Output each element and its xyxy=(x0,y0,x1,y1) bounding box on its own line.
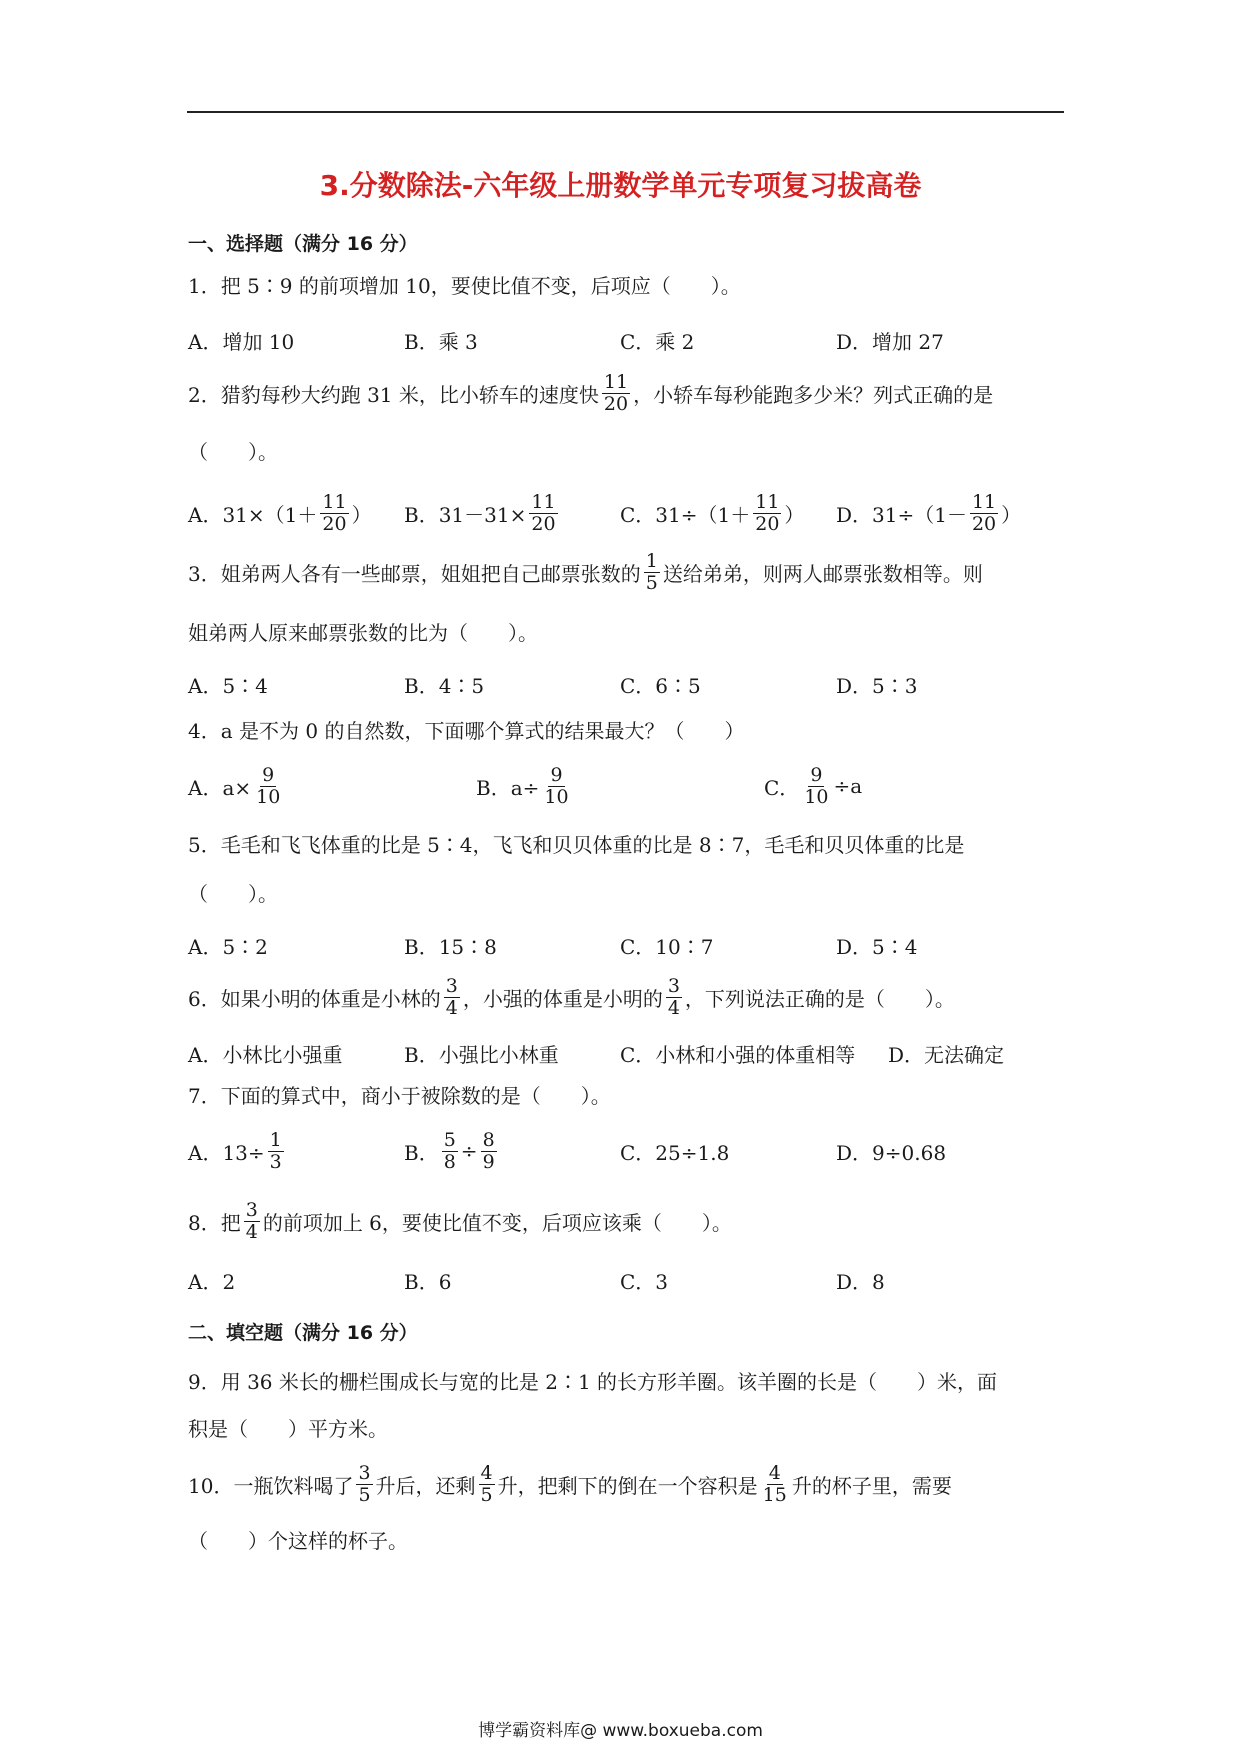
fraction: $\frac{5}{8}$ xyxy=(443,1128,456,1173)
option-a: A．5∶4 xyxy=(188,673,268,698)
fraction: $\frac{3}{4}$ xyxy=(667,974,680,1019)
question-4: 4．a 是不为 0 的自然数，下面哪个算式的结果最大？（ ） xyxy=(188,719,745,743)
option-b: B．乘 3 xyxy=(404,329,478,354)
fraction: $\frac{11}{20}$ xyxy=(322,490,347,535)
fraction: $\frac{3}{4}$ xyxy=(445,974,458,1019)
question-7: 7．下面的算式中，商小于被除数的是（ ）。 xyxy=(188,1084,611,1108)
fraction: $\frac{1}{3}$ xyxy=(269,1128,282,1173)
question-6: 6．如果小明的体重是小林的 $\frac{3}{4}$ ，小强的体重是小明的 $\frac{3}{4}$ ，下列说法正确的是（ ）。 xyxy=(188,974,955,1019)
fraction: $\frac{11}{20}$ xyxy=(531,490,556,535)
option-b: B．4∶5 xyxy=(404,673,485,698)
fraction: $\frac{11}{20}$ xyxy=(971,490,997,535)
question-7-options xyxy=(188,1125,1068,1177)
option-d: D．增加 27 xyxy=(836,329,944,354)
option-a: A．5∶2 xyxy=(188,934,268,959)
question-10: 10．一瓶饮料喝了 $\frac{3}{5}$ 升后，还剩 $\frac{4}{5}$ 升，把剩下的倒在一个容积是 $\frac{4}{15}$ 升的杯子里，需要 xyxy=(188,1461,952,1506)
option-a: A．13÷ $\frac{1}{3}$ xyxy=(188,1128,282,1173)
question-1-options xyxy=(188,318,1068,362)
section-heading-choice: 一、选择题（满分 16 分） xyxy=(188,233,418,255)
option-c: C．乘 2 xyxy=(620,329,695,354)
option-d: D．9÷0.68 xyxy=(836,1140,947,1165)
option-c: C．3 xyxy=(620,1269,669,1294)
option-d: D．5∶3 xyxy=(836,673,918,698)
footer-watermark: 博学霸资料库@ www.boxueba.com xyxy=(478,1721,763,1741)
fraction: $\frac{1}{5}$ xyxy=(645,549,658,594)
fraction: $\frac{9}{10}$ xyxy=(544,763,569,808)
fraction: $\frac{4}{15}$ xyxy=(762,1461,787,1506)
question-9-line2: 积是（ ）平方米。 xyxy=(188,1417,388,1441)
fraction: $\frac{11}{20}$ xyxy=(755,490,780,535)
option-b: B．15∶8 xyxy=(404,934,497,959)
option-c: C．小林和小强的体重相等 xyxy=(620,1042,856,1067)
fraction: $\frac{11}{20}$ xyxy=(603,370,629,415)
question-2-text-end: ，小轿车每秒能跑多少米？列式正确的是 xyxy=(633,382,994,407)
question-4-options xyxy=(188,760,1068,812)
question-3-options xyxy=(188,662,1068,706)
option-a: A．a× $\frac{9}{10}$ xyxy=(188,763,281,808)
question-3: 3．姐弟两人各有一些邮票，姐姐把自己邮票张数的 $\frac{1}{5}$ 送给弟弟，则两人邮票张数相等。则 xyxy=(188,549,983,594)
page-title: 3.分数除法-六年级上册数学单元专项复习拔高卷 xyxy=(319,169,922,202)
option-a: A．2 xyxy=(188,1269,236,1294)
header-rule xyxy=(187,111,1064,113)
question-2-options xyxy=(188,487,1068,539)
option-d: D．8 xyxy=(836,1269,885,1294)
question-5-options xyxy=(188,923,1068,967)
question-8: 8．把 $\frac{3}{4}$ 的前项加上 6，要使比值不变，后项应该乘（ ）。 xyxy=(188,1198,732,1243)
section-heading-fill: 二、填空题（满分 16 分） xyxy=(188,1322,418,1344)
option-d: D．31÷（1－ $\frac{11}{20}$ ） xyxy=(836,490,1022,535)
option-c: C．25÷1.8 xyxy=(620,1140,730,1165)
option-d: D．5∶4 xyxy=(836,934,918,959)
question-8-options xyxy=(188,1258,1068,1302)
option-a: A．小林比小强重 xyxy=(188,1042,343,1067)
question-10-line2: （ ）个这样的杯子。 xyxy=(188,1529,408,1553)
fraction: $\frac{3}{4}$ xyxy=(245,1198,258,1243)
question-5-line2: （ ）。 xyxy=(188,882,278,906)
option-d: D．无法确定 xyxy=(888,1042,1005,1067)
question-1: 1．把 5∶9 的前项增加 10，要使比值不变，后项应（ ）。 xyxy=(188,274,741,298)
option-a: A．31×（1＋ $\frac{11}{20}$ ） xyxy=(188,490,372,535)
question-5: 5．毛毛和飞飞体重的比是 5∶4，飞飞和贝贝体重的比是 8∶7，毛毛和贝贝体重的比是 xyxy=(188,833,965,857)
option-b: B．a÷ $\frac{9}{10}$ xyxy=(476,763,569,808)
option-c: C． $\frac{9}{10}$ ÷a xyxy=(764,763,863,808)
option-c: C．6∶5 xyxy=(620,673,701,698)
fraction: $\frac{9}{10}$ xyxy=(804,763,829,808)
fraction: $\frac{4}{5}$ xyxy=(480,1461,493,1506)
fraction: $\frac{3}{5}$ xyxy=(358,1461,371,1506)
question-3-line2: 姐弟两人原来邮票张数的比为（ ）。 xyxy=(188,621,538,645)
option-b: B．31－31× $\frac{11}{20}$ xyxy=(404,490,556,535)
question-6-options xyxy=(188,1031,1068,1075)
option-b: B． $\frac{5}{8}$ ÷ $\frac{8}{9}$ xyxy=(404,1128,495,1173)
fraction: $\frac{9}{10}$ xyxy=(256,763,281,808)
fraction: $\frac{8}{9}$ xyxy=(482,1128,495,1173)
option-c: C．10∶7 xyxy=(620,934,714,959)
option-b: B．6 xyxy=(404,1269,452,1294)
question-9: 9．用 36 米长的栅栏围成长与宽的比是 2∶1 的长方形羊圈。该羊圈的长是（ ）米，面 xyxy=(188,1370,998,1394)
question-2-text: 2．猎豹每秒大约跑 31 米，比小轿车的速度快 xyxy=(188,382,599,407)
option-a: A．增加 10 xyxy=(188,329,295,354)
option-c: C．31÷（1＋ $\frac{11}{20}$ ） xyxy=(620,490,805,535)
question-2-line2: （ ）。 xyxy=(188,440,278,464)
option-b: B．小强比小林重 xyxy=(404,1042,559,1067)
question-2 xyxy=(188,367,993,419)
